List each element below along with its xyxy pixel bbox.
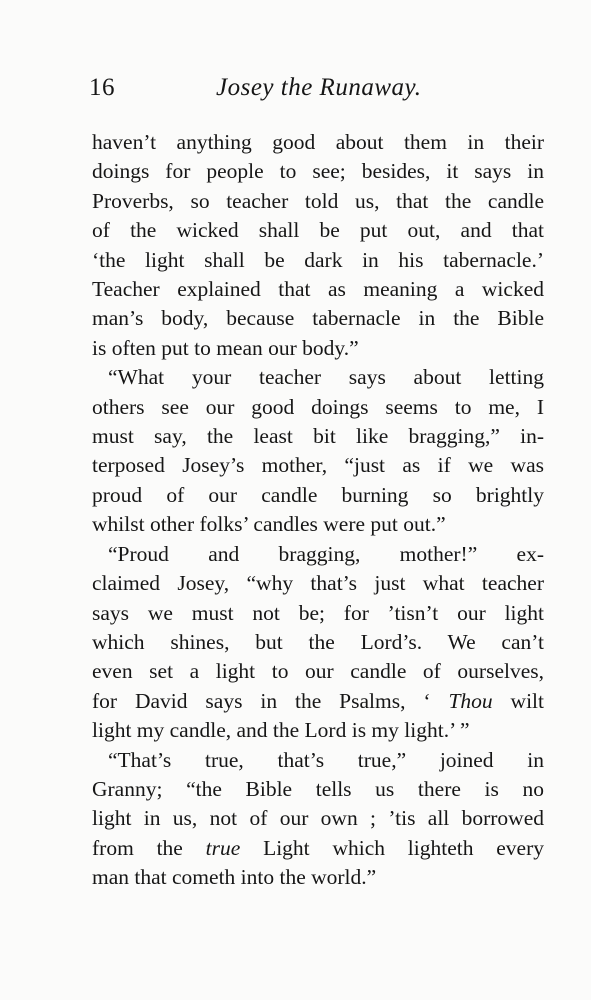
body-text — [92, 128, 544, 893]
text-line: Teacher explained that as meaning a wicked — [92, 277, 544, 302]
text-line: haven’t anything good about them in their — [92, 130, 544, 154]
text-line: others see our good doings seems to me, I — [92, 394, 544, 419]
text-line: is often put to mean our body.” — [92, 335, 359, 360]
text-line: claimed Josey, “why that’s just what teacher — [92, 571, 544, 596]
italic-word: true — [205, 835, 241, 860]
text-line: whilst other folks’ candles were put out.” — [92, 512, 446, 537]
text-line: proud of our candle burning so brightly — [92, 482, 544, 507]
text-line: from the true Light which lighteth every — [92, 835, 544, 860]
text-line: “What your teacher says about letting — [108, 365, 544, 390]
running-title: Josey the Runaway. — [216, 74, 422, 101]
text-line: even set a light to our candle of ourselves, — [92, 659, 544, 684]
text-line: Proverbs, so teacher told us, that the candle — [92, 188, 544, 213]
text-line: “That’s true, that’s true,” joined in — [108, 747, 544, 772]
page-number: 16 — [89, 74, 115, 101]
text-line: “Proud and bragging, mother!” ex- — [108, 541, 544, 566]
text-line: light in us, not of our own ; ’tis all borrowed — [92, 806, 544, 831]
text-line: ‘the light shall be dark in his tabernacle.’ — [92, 247, 544, 272]
text-line: says we must not be; for ’tisn’t our light — [92, 600, 544, 625]
text-line: terposed Josey’s mother, “just as if we was — [92, 453, 544, 478]
text-line: Granny; “the Bible tells us there is no — [92, 776, 544, 801]
text-line: light my candle, and the Lord is my light.’ ” — [92, 718, 470, 743]
text-line: man that cometh into the world.” — [92, 865, 377, 890]
text-line: which shines, but the Lord’s. We can’t — [92, 629, 544, 654]
text-line: man’s body, because tabernacle in the Bible — [92, 306, 544, 331]
italic-word: Thou — [448, 688, 493, 713]
page-header — [86, 74, 544, 108]
text-line: for David says in the Psalms, ‘ Thou wilt — [92, 688, 545, 713]
text-line: doings for people to see; besides, it says in — [92, 159, 544, 184]
text-line: must say, the least bit like bragging,” in- — [92, 424, 544, 449]
text-line: of the wicked shall be put out, and that — [92, 218, 544, 243]
